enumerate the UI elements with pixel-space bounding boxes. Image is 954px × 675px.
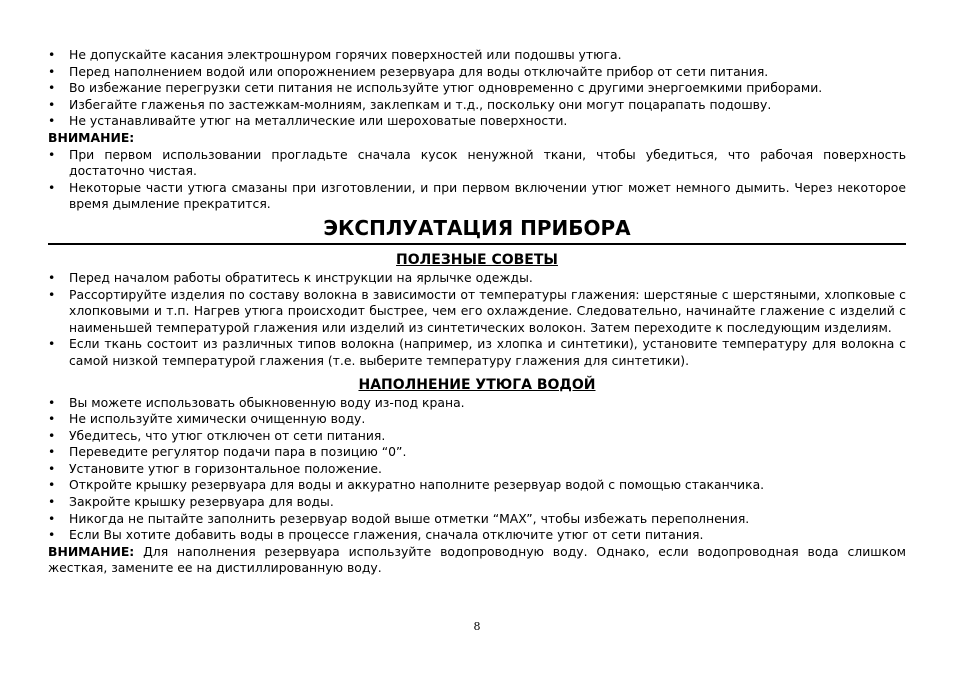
list-item: • Не устанавливайте утюг на металлические или шероховатые поверхности.	[48, 113, 568, 129]
bullet-icon: •	[48, 477, 56, 493]
bullet-icon: •	[48, 286, 56, 302]
list-item: • Во избежание перегрузки сети питания не используйте утюг одновременно с другими энергоемкими приборами.	[48, 80, 823, 96]
bullet-icon: •	[48, 460, 56, 476]
bullet-icon: •	[48, 179, 56, 195]
list-item: • Перед наполнением водой или опорожнением резервуара для воды отключайте прибор от сети питания.	[48, 63, 769, 79]
list-item: • Не используйте химически очищенную воду.	[48, 411, 366, 427]
subsection-title-filling: НАПОЛНЕНИЕ УТЮГА ВОДОЙ	[358, 376, 596, 393]
tips-list	[48, 270, 906, 370]
bullet-icon: •	[48, 336, 56, 352]
list-item: • Переведите регулятор подачи пара в позицию “0”.	[48, 444, 407, 460]
subsection-title-tips: ПОЛЕЗНЫЕ СОВЕТЫ	[396, 251, 558, 268]
list-item: • Никогда не пытайте заполнить резервуар водой выше отметки “MAX”, чтобы избежать переполнения.	[48, 510, 750, 526]
bullet-icon: •	[48, 510, 56, 526]
list-item: • Если ткань состоит из различных типов волокна (например, из хлопка и синтетики), установите температуру для волокна с самой низкой температурой глажения (т.е. выберите температуру глажения для синтетики).	[48, 336, 906, 368]
list-item: • Откройте крышку резервуара для воды и аккуратно наполните резервуар водой с помощью стаканчика.	[48, 477, 765, 493]
bullet-icon: •	[48, 494, 56, 510]
list-item: • При первом использовании прогладьте сначала кусок ненужной ткани, чтобы убедиться, что рабочая поверхность достаточно чистая.	[48, 146, 906, 179]
list-item: • Рассортируйте изделия по составу волокна в зависимости от температуры глажения: шерстяные с шерстяными, хлопковые с хлопковыми и т.п. Нагрев утюга происходит быстрее, чем его охлаждение. Следовательно, начинайте глажение с изделий с наименьшей температурой глажения или изделий из синтетических волокон. Затем переходите к последующим изделиям.	[48, 286, 906, 335]
filling-list	[48, 395, 906, 544]
list-item: • Не допускайте касания электрошнуром горячих поверхностей или подошвы утюга.	[48, 47, 622, 62]
list-item: • Если Вы хотите добавить воды в процессе глажения, сначала отключите утюг от сети питания.	[48, 527, 704, 543]
bullet-icon: •	[48, 47, 56, 62]
bullet-icon: •	[48, 146, 56, 162]
list-item: • Установите утюг в горизонтальное положение.	[48, 460, 382, 476]
warning-label: ВНИМАНИЕ:	[48, 543, 135, 559]
bullet-icon: •	[48, 269, 56, 285]
list-item: • Перед началом работы обратитесь к инструкции на ярлычке одежды.	[48, 269, 533, 285]
list-item: • Убедитесь, что утюг отключен от сети питания.	[48, 427, 386, 443]
warning-list	[48, 147, 906, 213]
list-item: • Некоторые части утюга смазаны при изготовлении, и при первом включении утюг может немного дымить. Через некоторое время дымление прекратится.	[48, 179, 906, 212]
safety-list	[48, 47, 906, 130]
bullet-icon: •	[48, 444, 56, 460]
bullet-icon: •	[48, 63, 56, 79]
warning-label: ВНИМАНИЕ:	[48, 129, 135, 145]
list-item: • Избегайте глаженья по застежкам-молниям, заклепкам и т.д., поскольку они могут поцарапать подошву.	[48, 96, 772, 112]
bullet-icon: •	[48, 113, 56, 129]
filling-warning	[48, 544, 906, 577]
bullet-icon: •	[48, 394, 56, 410]
section-title: ЭКСПЛУАТАЦИЯ ПРИБОРА	[48, 216, 906, 245]
bullet-icon: •	[48, 527, 56, 543]
bullet-icon: •	[48, 411, 56, 427]
list-item: • Закройте крышку резервуара для воды.	[48, 494, 334, 510]
bullet-icon: •	[48, 96, 56, 112]
document-page	[48, 47, 906, 577]
bullet-icon: •	[48, 80, 56, 96]
bullet-icon: •	[48, 427, 56, 443]
page-number: 8	[473, 620, 481, 633]
warning-text: Для наполнения резервуара используйте водопроводную воду. Однако, если водопроводная вода слишком жесткая, замените ее на дистиллированную воду.	[48, 543, 906, 576]
list-item: • Вы можете использовать обыкновенную воду из-под крана.	[48, 394, 465, 410]
